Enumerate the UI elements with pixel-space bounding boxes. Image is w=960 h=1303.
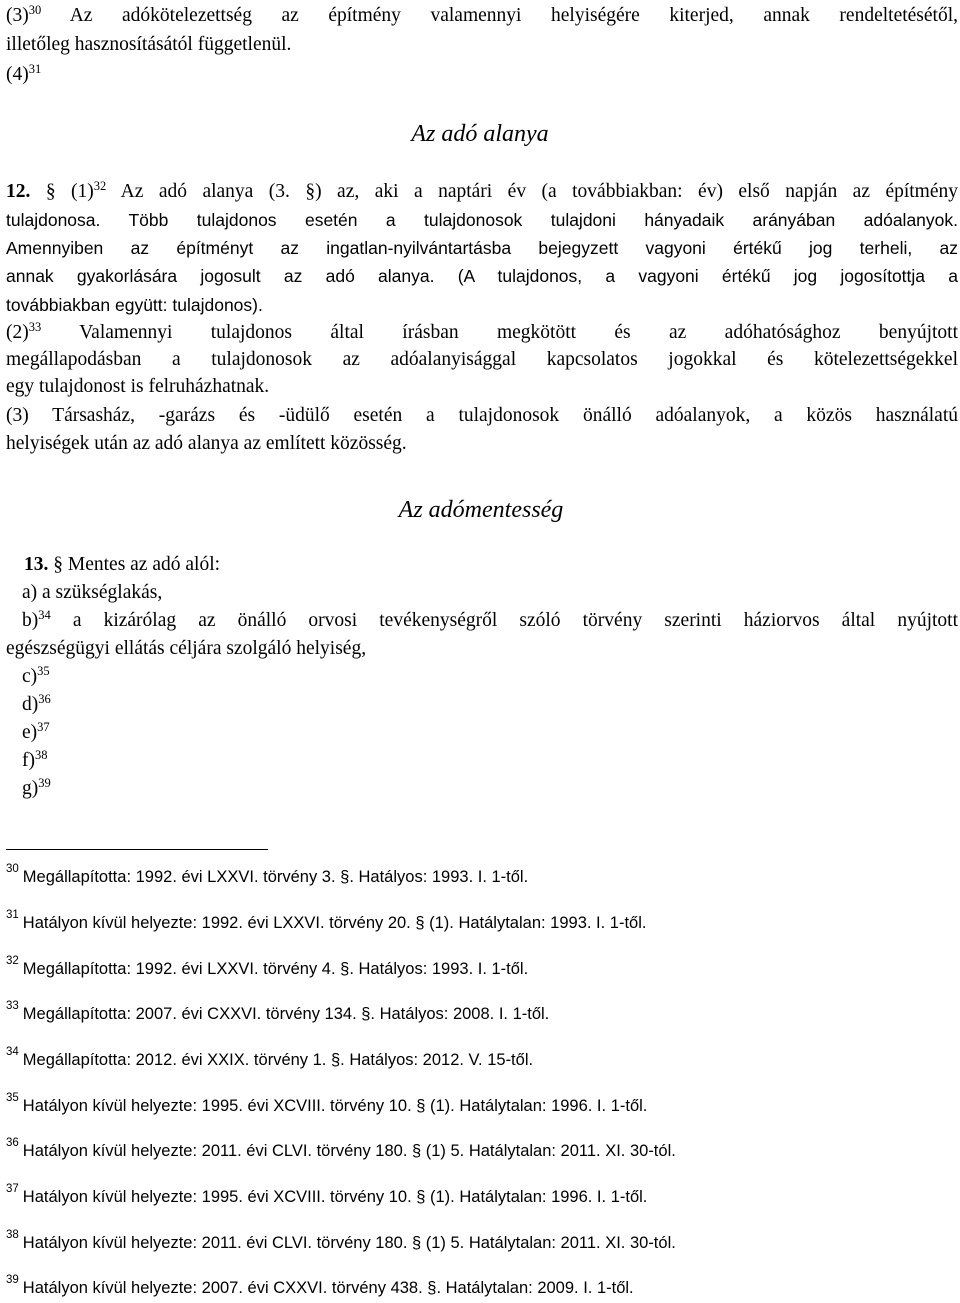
paragraph-3-line-2: illetőleg hasznosításától függetlenül. (6, 34, 292, 55)
item-label: d) (22, 694, 39, 715)
item-e (22, 721, 50, 745)
paragraph-number: (1) (55, 181, 94, 202)
paragraph-text: Valamennyi tulajdonos által írásban megkötött és az adóhatósághoz benyújtott (41, 322, 958, 343)
section-12-line-5: továbbiakban együtt: tulajdonos). (6, 295, 263, 315)
item-label: f) (22, 750, 35, 771)
section-12-paragraph-2-line-3: egy tulajdonost is felruházhatnak. (6, 376, 270, 397)
footnote-ref[interactable]: 37 (37, 720, 50, 734)
paragraph-4 (6, 63, 41, 87)
footnote-text: Megállapította: 2012. évi XXIX. törvény 1. §. Hatályos: 2012. V. 15-től. (22, 1051, 534, 1069)
paragraph-text: Az adó alanya (3. §) az, aki a naptári év (a továbbiakban: év) első napján az építmény (106, 181, 959, 202)
footnote-text: Hatályon kívül helyezte: 1995. évi XCVIII. törvény 10. § (1). Hatálytalan: 1996. I. 1-től. (22, 1097, 648, 1115)
paragraph-number: (2) (6, 322, 29, 343)
footnote (6, 1229, 676, 1254)
item-a: a) a szükséglakás, (22, 582, 163, 603)
footnote-number: 32 (6, 955, 19, 967)
footnote (6, 955, 529, 980)
section-12-line-3: Amennyiben az építményt az ingatlan-nyilvántartásba bejegyzett vagyoni értékű jog terheli, az (6, 238, 958, 258)
footnote-ref[interactable]: 32 (93, 179, 107, 193)
footnote-ref[interactable]: 33 (28, 320, 42, 334)
section-12-paragraph-3-line-1: (3) Társasház, -garázs és -üdülő esetén a tulajdonosok önálló adóalanyok, a közös használatú (6, 405, 958, 426)
footnote-ref[interactable]: 34 (38, 608, 51, 622)
item-d (22, 693, 51, 717)
item-c (22, 665, 50, 689)
footnote-ref[interactable]: 36 (38, 692, 51, 706)
footnote-text: Hatályon kívül helyezte: 2011. évi CLVI. törvény 180. § (1) 5. Hatálytalan: 2011. XI. 30-tól. (22, 1234, 676, 1252)
item-label: e) (22, 722, 38, 743)
section-12-paragraph-2-line-1 (6, 321, 958, 345)
item-g (22, 777, 51, 801)
footnote-text: Hatályon kívül helyezte: 2007. évi CXXVI. törvény 438. §. Hatálytalan: 2009. I. 1-től. (22, 1279, 634, 1297)
footnote-ref[interactable]: 35 (37, 664, 50, 678)
footnote (6, 1274, 634, 1299)
footnote-text: Megállapította: 1992. évi LXXVI. törvény 3. §. Hatályos: 1993. I. 1-től. (22, 868, 529, 886)
section-12-line-4: annak gyakorlására jogosult az adó alanya. (A tulajdonos, a vagyoni értékű jog jogosítottja a (6, 266, 958, 286)
footnote (6, 1137, 676, 1162)
footnote-number: 36 (6, 1137, 19, 1149)
footnote (6, 1183, 648, 1208)
paragraph-text: Mentes az adó alól: (63, 554, 221, 575)
footnote-ref[interactable]: 31 (28, 62, 42, 76)
footnote-number: 34 (6, 1046, 19, 1058)
footnote-number: 39 (6, 1274, 19, 1286)
footnote (6, 1046, 534, 1071)
item-b-line-1 (22, 609, 958, 633)
paragraph-number: (3) (6, 5, 29, 26)
footnote-number: 30 (6, 863, 19, 875)
footnote (6, 909, 647, 934)
footnote-separator (6, 849, 268, 850)
paragraph-text: Az adókötelezettség az építmény valamennyi helyiségére kiterjed, annak rendeltetésétől, (41, 5, 958, 26)
item-f (22, 749, 48, 773)
footnote-ref[interactable]: 39 (38, 776, 51, 790)
footnote-text: Megállapította: 2007. évi CXXVI. törvény 134. §. Hatályos: 2008. I. 1-től. (22, 1005, 550, 1023)
section-number: 13. (24, 554, 49, 575)
footnote (6, 1000, 550, 1025)
footnote-number: 35 (6, 1092, 19, 1104)
section-heading: Az adó alanya (411, 121, 549, 147)
paragraph-3-line-1 (6, 4, 958, 28)
item-b-line-2: egészségügyi ellátás céljára szolgáló helyiség, (6, 638, 367, 659)
item-label: b) (22, 610, 39, 631)
footnote-number: 31 (6, 909, 19, 921)
footnote-ref[interactable]: 38 (35, 748, 48, 762)
footnote-ref[interactable]: 30 (28, 3, 42, 17)
item-label: c) (22, 666, 38, 687)
footnote-text: Megállapította: 1992. évi LXXVI. törvény 4. §. Hatályos: 1993. I. 1-től. (22, 960, 529, 978)
section-13-intro (24, 553, 220, 577)
item-text: a kizárólag az önálló orvosi tevékenységről szóló törvény szerinti háziorvos által nyújtott (50, 610, 958, 631)
footnote-number: 37 (6, 1183, 19, 1195)
section-sign: § (48, 554, 63, 575)
section-12-line-2: tulajdonosa. Több tulajdonos esetén a tulajdonosok tulajdoni hányadaik arányában adóalanyok. (6, 210, 958, 230)
footnote-number: 38 (6, 1229, 19, 1241)
section-12-paragraph-2-line-2: megállapodásban a tulajdonosok az adóalanyisággal kapcsolatos jogokkal és kötelezettségekkel (6, 349, 958, 370)
item-label: g) (22, 778, 39, 799)
section-12-line-1 (6, 180, 958, 204)
section-12-paragraph-3-line-2: helyiségek után az adó alanya az említett közösség. (6, 433, 407, 454)
footnote (6, 863, 529, 888)
footnote-text: Hatályon kívül helyezte: 1995. évi XCVIII. törvény 10. § (1). Hatálytalan: 1996. I. 1-től. (22, 1188, 648, 1206)
section-heading: Az adómentesség (398, 497, 564, 523)
footnote (6, 1092, 648, 1117)
footnote-number: 33 (6, 1000, 19, 1012)
section-number: 12. (6, 181, 31, 202)
footnote-text: Hatályon kívül helyezte: 1992. évi LXXVI. törvény 20. § (1). Hatálytalan: 1993. I. 1-től. (22, 914, 647, 932)
paragraph-number: (4) (6, 64, 29, 85)
footnote-text: Hatályon kívül helyezte: 2011. évi CLVI. törvény 180. § (1) 5. Hatálytalan: 2011. XI. 30-tól. (22, 1142, 676, 1160)
section-sign: § (30, 181, 56, 202)
